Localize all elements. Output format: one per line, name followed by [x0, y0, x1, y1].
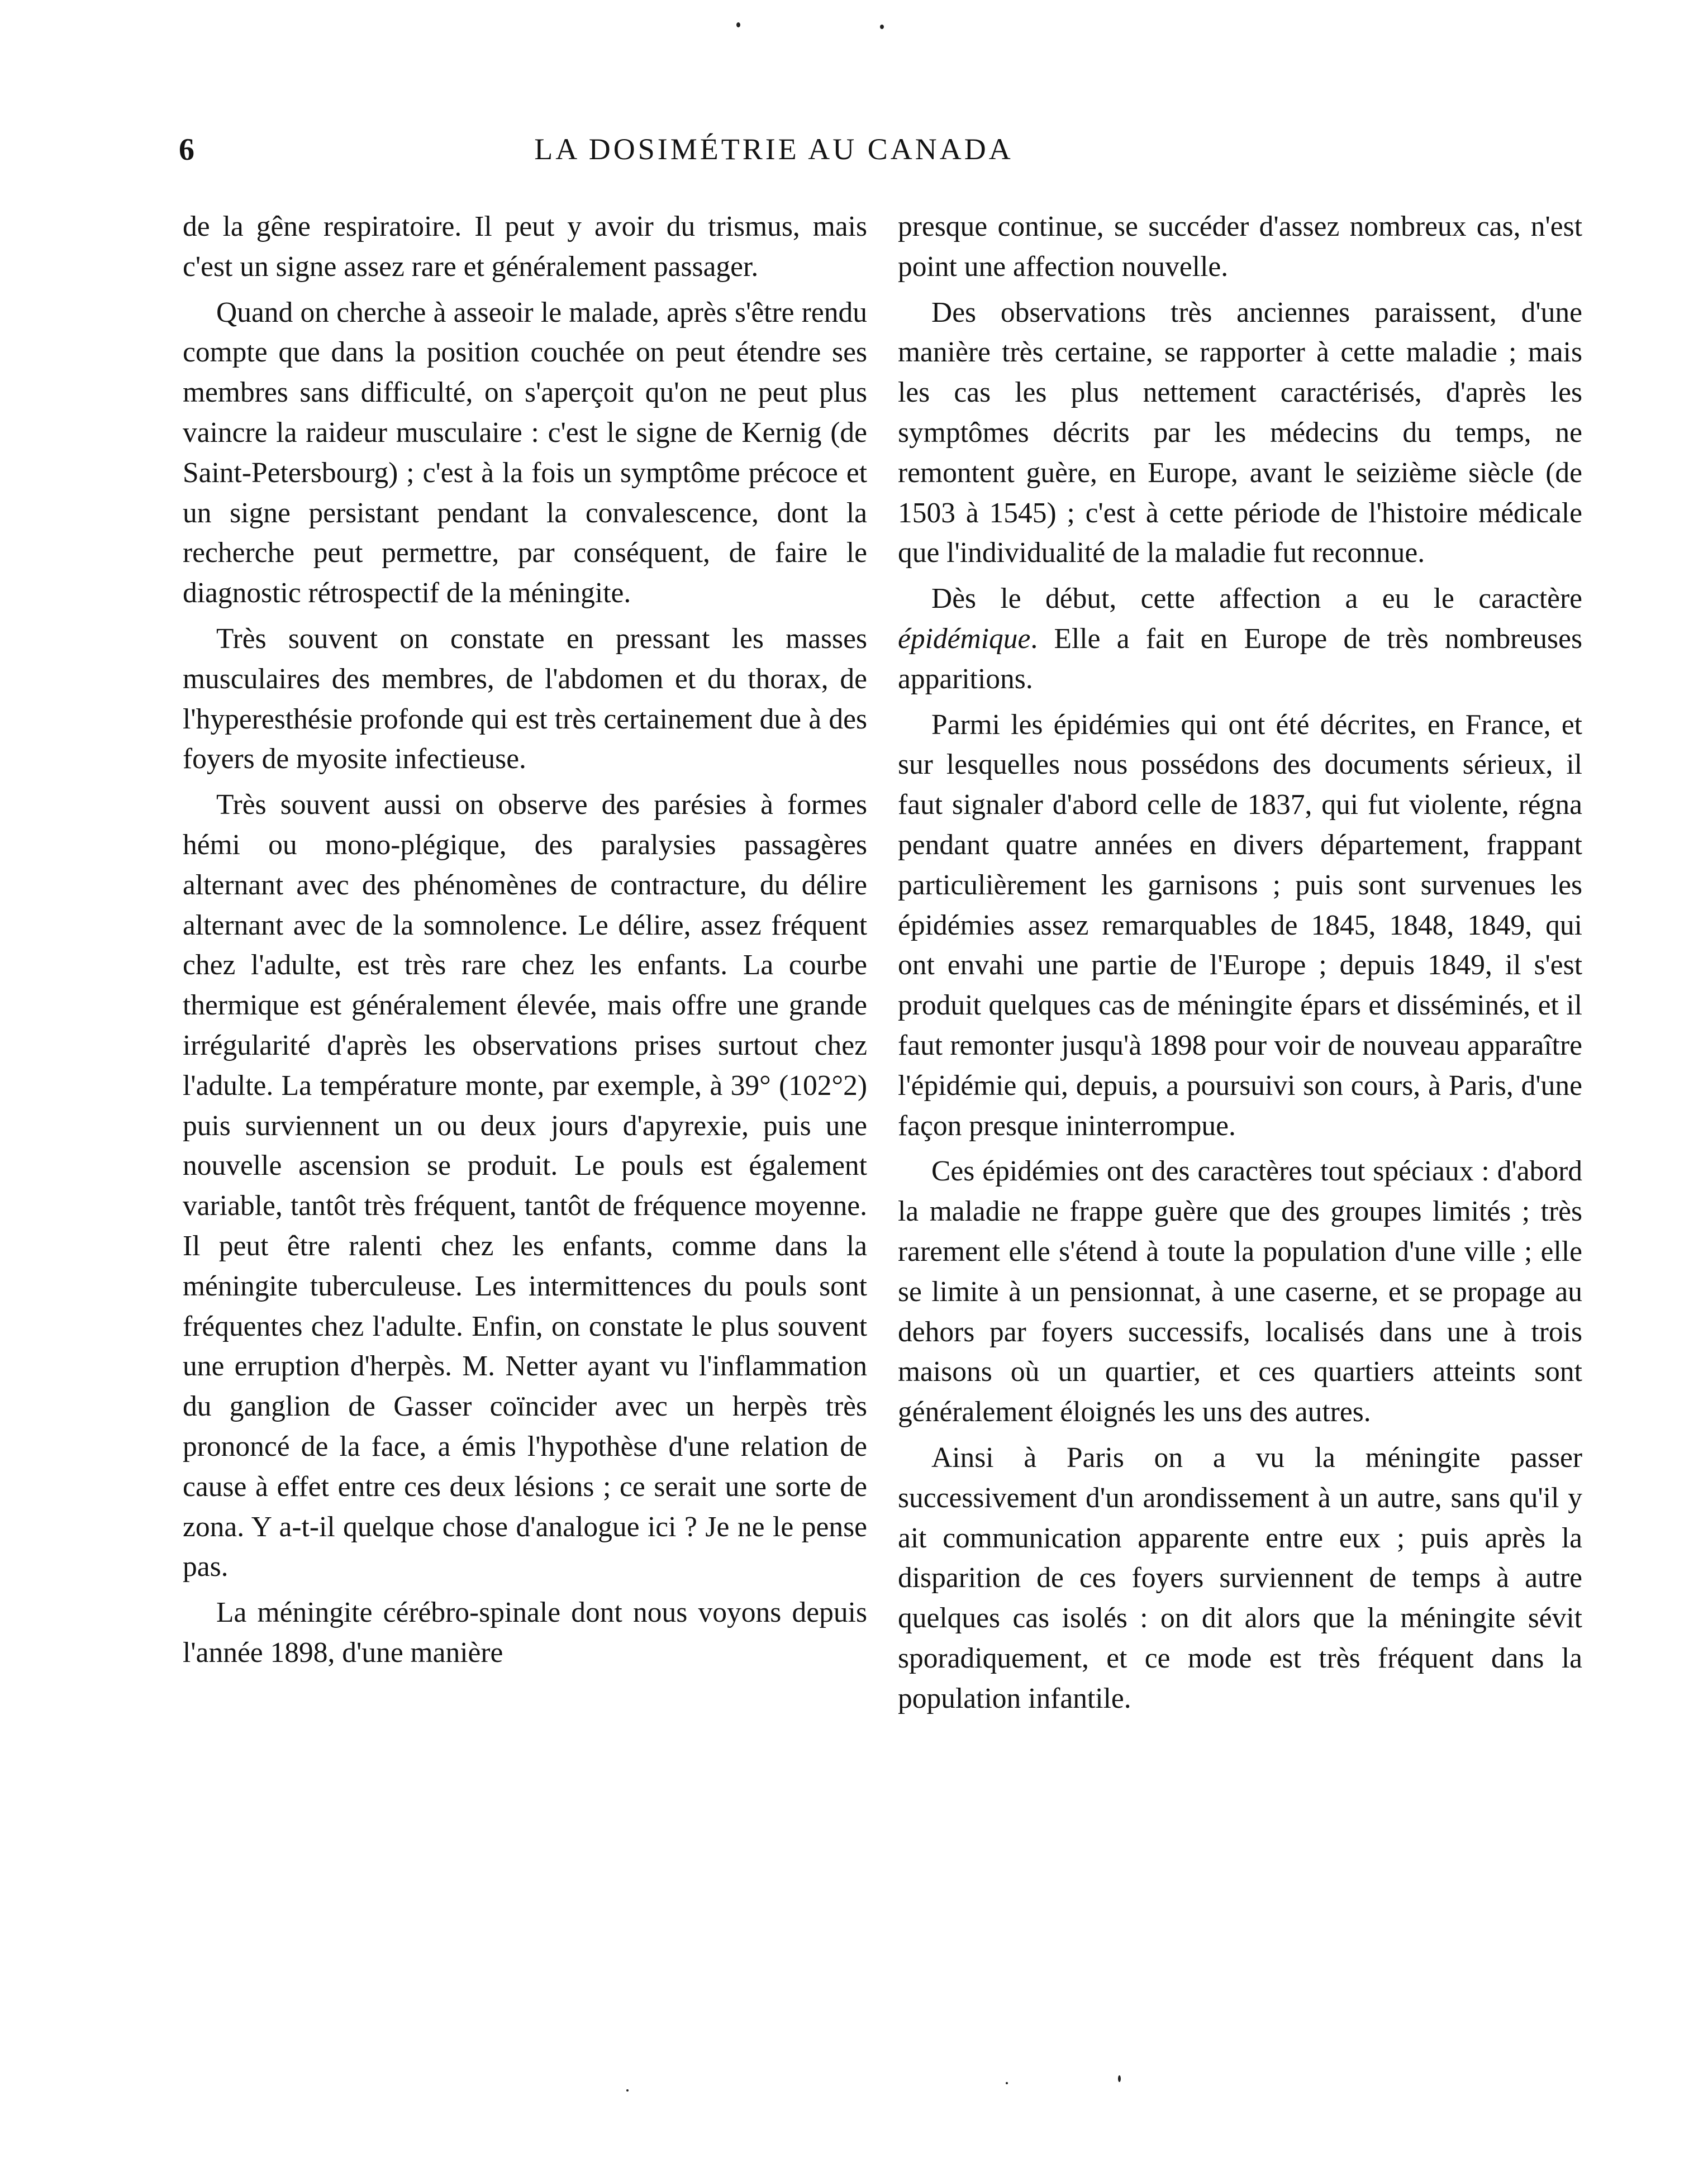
page-number: 6 — [179, 132, 195, 167]
paragraph: Très souvent on constate en pressant les masses musculaires des membres, de l'abdomen et du thorax, de l'hyperesthésie profonde qui est très certainement due à des foyers de myosite infectieuse. — [183, 622, 867, 775]
scan-speck — [880, 25, 884, 29]
paragraph: Quand on cherche à asseoir le malade, après s'être rendu compte que dans la position couchée on peut étendre ses membres sans difficulté, on s'aperçoit qu'on ne peut plus vaincre la raideur musculaire : c'est le signe de Kernig (de Saint-Petersbourg) ; c'est à la fois un symptôme précoce et un signe persistant pendant la convalescence, dont la recherche peut permettre, par conséquent, de faire le diagnostic rétrospectif de la méningite. — [183, 296, 867, 609]
right-column — [898, 207, 1582, 1718]
scan-speck — [1006, 2082, 1008, 2084]
scan-speck — [736, 22, 740, 27]
paragraph — [898, 579, 1582, 699]
paragraph: Ces épidémies ont des caractères tout spéciaux : d'abord la maladie ne frappe guère que des groupes limités ; très rarement elle s'étend à toute la population d'une ville ; elle se limite à un pensionnat, à une caserne, et se propage au dehors par foyers successifs, localisés dans une à trois maisons où un quartier, et ces quartiers atteints sont généralement éloignés les uns des autres. — [898, 1155, 1582, 1428]
paragraph: Parmi les épidémies qui ont été décrites, en France, et sur lesquelles nous possédons des documents sérieux, il faut signaler d'abord celle de 1837, qui fut violente, régna pendant quatre années en divers département, frappant particulièrement les garnisons ; puis sont survenues les épidémies assez remarquables de 1845, 1848, 1849, qui ont envahi une partie de l'Europe ; depuis 1849, il s'est produit quelques cas de méningite épars et disséminés, et il faut remonter jusqu'à 1898 pour voir de nouveau apparaître l'épidémie qui, depuis, a poursuivi son cours, à Paris, d'une façon presque ininterrompue. — [898, 708, 1582, 1142]
paragraph: presque continue, se succéder d'assez nombreux cas, n'est point une affection nouvelle. — [898, 211, 1582, 283]
paragraph: Des observations très anciennes paraissent, d'une manière très certaine, se rapporter à cette maladie ; mais les cas les plus nettement caractérisés, d'après les symptômes décrits par les médecins du temps, ne remontent guère, en Europe, avant le seizième siècle (de 1503 à 1545) ; c'est à cette période de l'histoire médicale que l'individualité de la maladie fut reconnue. — [898, 296, 1582, 569]
paragraph: Très souvent aussi on observe des parésies à formes hémi ou mono-plégique, des paralysies passagères alternant avec des phénomènes de contracture, du délire alternant avec de la somnolence. Le délire, assez fréquent chez l'adulte, est très rare chez les enfants. La courbe thermique est généralement élevée, mais offre une grande irrégularité d'après les observations prises surtout chez l'adulte. La température monte, par exemple, à 39° (102°2) puis surviennent un ou deux jours d'apyrexie, puis une nouvelle ascension se produit. Le pouls est également variable, tantôt très fréquent, tantôt de fréquence moyenne. Il peut être ralenti chez les enfants, comme dans la méningite tuberculeuse. Les intermittences du pouls sont fréquentes chez l'adulte. Enfin, on constate le plus souvent une erruption d'herpès. M. Netter ayant vu l'inflammation du ganglion de Gasser coïncider avec un herpès très prononcé de la face, a émis l'hypothèse d'une relation de cause à effet entre ces deux lésions ; ce serait une sorte de zona. Y a-t-il quelque chose d'analogue ici ? Je ne le pense pas. — [183, 789, 867, 1583]
paragraph: La méningite cérébro-spinale dont nous voyons depuis l'année 1898, d'une manière — [183, 1597, 867, 1669]
scan-speck — [1118, 2075, 1121, 2082]
scan-speck — [626, 2089, 629, 2092]
paragraph: Ainsi à Paris on a vu la méningite passer successivement d'un arondissement à un autre, sans qu'il y ait communication apparente entre eux ; puis après la disparition de ces foyers surviennent de temps à autre quelques cas isolés : on dit alors que la méningite sévit sporadiquement, et ce mode est très fréquent dans la population infantile. — [898, 1441, 1582, 1714]
emphasis-text: épidémique — [898, 622, 1031, 655]
running-head — [179, 132, 1168, 177]
paragraph: de la gêne respiratoire. Il peut y avoir du trismus, mais c'est un signe assez rare et généralement passager. — [183, 211, 867, 283]
paragraph-text: Dès le début, cette affection a eu le caractère — [931, 583, 1582, 615]
paragraph-text: . Elle a fait en Europe de très nombreuses apparitions. — [898, 622, 1582, 695]
left-column — [183, 207, 867, 1673]
running-title: LA DOSIMÉTRIE AU CANADA — [534, 132, 1014, 166]
